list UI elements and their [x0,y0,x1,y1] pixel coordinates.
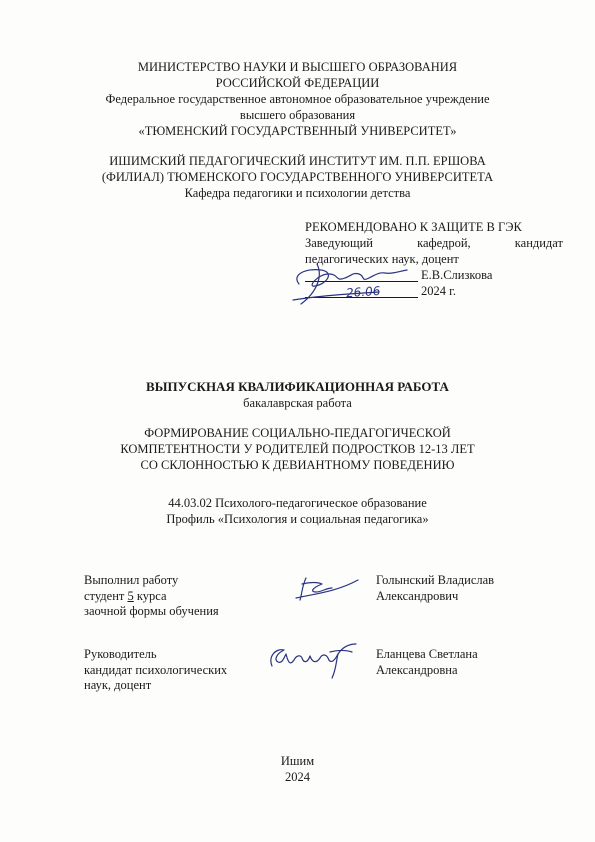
institute-name: ИШИМСКИЙ ПЕДАГОГИЧЕСКИЙ ИНСТИТУТ ИМ. П.П. ЕРШОВА [109,154,486,168]
supervisor-signature-image [266,640,362,680]
program-code: 44.03.02 Психолого-педагогическое образование [168,496,427,510]
approval-handwritten-date: 26.06 [345,283,381,301]
work-type: ВЫПУСКНАЯ КВАЛИФИКАЦИОННАЯ РАБОТА [146,379,449,394]
approval-title: РЕКОМЕНДОВАНО К ЗАЩИТЕ В ГЭК [305,220,522,234]
university-name: «ТЮМЕНСКИЙ ГОСУДАРСТВЕННЫЙ УНИВЕРСИТЕТ» [138,124,457,138]
supervisor-name-block [376,647,478,678]
approval-year: 2024 г. [421,284,456,298]
ministry-line: МИНИСТЕРСТВО НАУКИ И ВЫСШЕГО ОБРАЗОВАНИЯ [137,60,458,74]
student-signature-image [292,572,364,606]
supervisor-name-line-2: Александровна [376,662,458,677]
federation-line: РОССИЙСКОЙ ФЕДЕРАЦИИ [215,76,380,90]
approval-line-1: Заведующий кафедрой, кандидат [305,236,563,250]
thesis-title-line-3: СО СКЛОННОСТЬЮ К ДЕВИАНТНОМУ ПОВЕДЕНИЮ [140,458,455,472]
supervisor-block: Руководитель кандидат психологических наук, доцент [84,647,228,692]
approval-line-2: педагогических наук, доцент [305,252,459,266]
supervisor-name-line-1: Еланцева Светлана [376,647,478,661]
year: 2024 [285,770,310,784]
approver-name: Е.В.Слизкова [421,268,493,282]
city: Ишим [280,754,315,768]
branch-name: (ФИЛИАЛ) ТЮМЕНСКОГО ГОСУДАРСТВЕННОГО УНИВЕРСИТЕТА [101,170,494,184]
work-subtype: бакалаврская работа [243,396,352,410]
institution-type-line: Федеральное государственное автономное образовательное учреждение [105,92,490,106]
course-number: 5 [127,588,134,603]
approver-signature-image [287,252,427,312]
education-level-line: высшего образования [239,108,356,122]
student-name-block [376,573,494,604]
program-profile: Профиль «Психология и социальная педагогика» [166,512,429,526]
thesis-title-line-2: КОМПЕТЕНТНОСТИ У РОДИТЕЛЕЙ ПОДРОСТКОВ 12-13 ЛЕТ [120,442,475,456]
department-name: Кафедра педагогики и психологии детства [184,186,411,200]
thesis-title-line-1: ФОРМИРОВАНИЕ СОЦИАЛЬНО-ПЕДАГОГИЧЕСКОЙ [144,426,451,440]
student-name-line-2: Александрович [376,588,459,603]
student-name-line-1: Голынский Владислав [376,573,495,587]
student-block: Выполнил работу студент 5 курса заочной формы обучения [84,573,219,618]
